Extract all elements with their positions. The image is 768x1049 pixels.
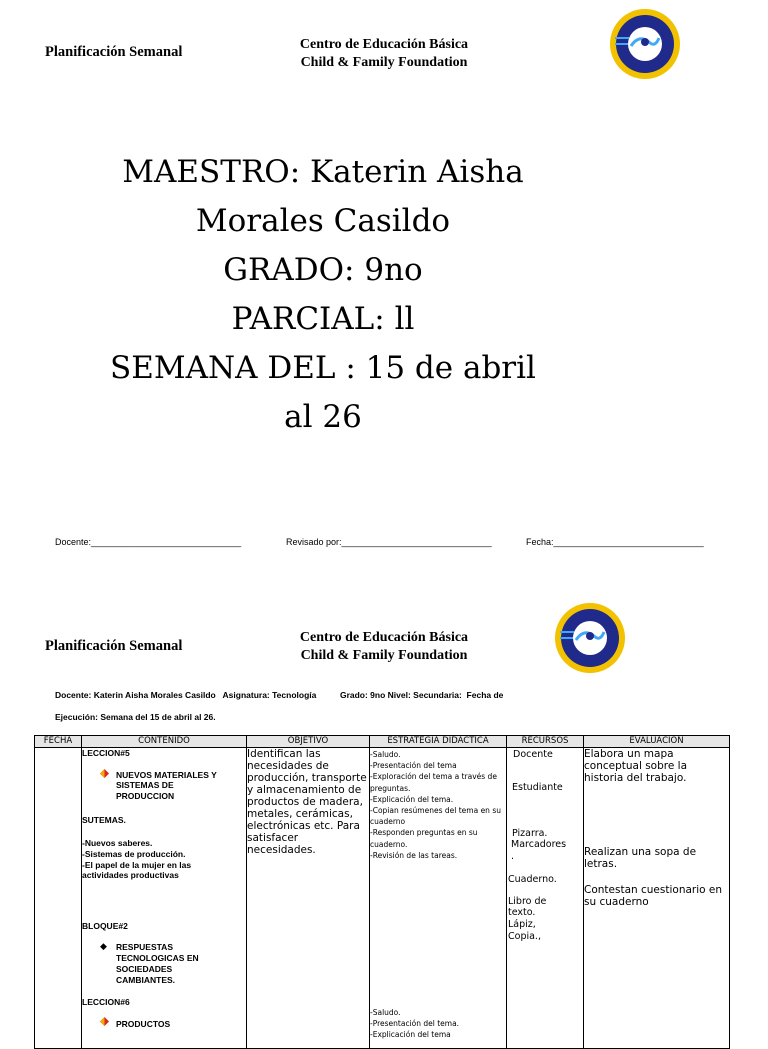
objetivo-text: [247, 748, 367, 856]
title-line: Morales Casildo: [195, 203, 451, 239]
cell-recursos: [507, 748, 584, 1049]
column-header-fecha: FECHA: [35, 736, 82, 748]
signature-revisado: Revisado por:______________________________: [286, 537, 492, 547]
contenido-item: PRODUCCION: [116, 791, 175, 801]
recurso-item: Copia.,: [508, 931, 541, 942]
objetivo-line: satisfacer: [247, 832, 299, 844]
planning-table: [34, 735, 730, 1049]
column-header-objetivo: OBJETIVO: [247, 736, 370, 748]
page2-school-name: Centro de Educación Básica: [299, 630, 469, 645]
diamond-bullet-icon: ◆: [100, 941, 107, 951]
recurso-item: Cuaderno.: [508, 874, 557, 885]
estrategia-line: -Copian resúmenes del tema en su: [370, 806, 501, 816]
column-header-evaluacion: EVALUACION: [584, 736, 730, 748]
bloque-2-label: BLOQUE#2: [82, 921, 128, 931]
title-line: PARCIAL: ll: [231, 301, 415, 337]
estrategia-line: cuaderno.: [370, 839, 408, 849]
recurso-item: Marcadores: [511, 839, 567, 850]
evaluacion-line: Elabora un mapa: [584, 748, 674, 760]
recurso-item: Docente: [513, 749, 553, 760]
contenido-item: RESPUESTAS: [116, 942, 173, 952]
page1-header-center: [264, 36, 504, 72]
objetivo-line: electrónicas etc. Para: [247, 820, 360, 832]
recurso-item: Pizarra.: [512, 828, 548, 839]
contenido-item: SISTEMAS DE: [116, 780, 174, 790]
subtemas-label: SUTEMAS.: [82, 815, 126, 825]
page2-header-left: Planificación Semanal: [45, 638, 183, 654]
title-line: al 26: [284, 399, 362, 435]
table-header-row: [35, 736, 730, 748]
evaluacion-line: letras.: [584, 858, 618, 870]
estrategia-line: -Revisión de las tareas.: [370, 850, 458, 860]
estrategia-line: cuaderno: [370, 817, 406, 827]
recurso-item: texto.: [508, 907, 536, 918]
evaluacion-line: historia del trabajo.: [584, 772, 687, 784]
page1-school-name: Centro de Educación Básica: [299, 37, 469, 52]
title-line: MAESTRO: Katerin Aisha: [122, 154, 524, 190]
signature-docente: Docente:______________________________: [55, 537, 242, 547]
page2-header-center: [264, 629, 504, 665]
cell-contenido: [82, 748, 247, 1049]
recurso-item: Lápiz,: [508, 919, 536, 930]
school-logo: [609, 8, 681, 80]
bullet-icon: [100, 769, 109, 778]
signature-fecha: Fecha:______________________________: [526, 537, 704, 547]
recurso-item: Libro de: [508, 896, 547, 907]
column-header-recursos: RECURSOS: [507, 736, 584, 748]
planning-info-line2: Ejecución: Semana del 15 de abril al 26.: [55, 712, 216, 722]
evaluacion-item-3: [584, 884, 722, 908]
objetivo-line: necesidades.: [247, 844, 316, 856]
contenido-item: SOCIEDADES: [116, 964, 173, 974]
page1-foundation-name: Child & Family Foundation: [300, 55, 468, 70]
page1-header-left: Planificación Semanal: [45, 44, 183, 60]
column-header-contenido: CONTENIDO: [82, 736, 247, 748]
planning-info-line1: Docente: Katerin Aisha Morales Casildo Asignatura: Tecnología Grado: 9no Nivel: Secundaria: Fecha de: [55, 690, 504, 700]
estrategia-line: -Responden preguntas en su: [370, 828, 478, 838]
title-line: SEMANA DEL : 15 de abril: [110, 350, 536, 386]
objetivo-line: producción, transporte: [247, 772, 367, 784]
estrategia-line: -Explicación del tema.: [370, 794, 454, 804]
contenido-item: -Sistemas de producción.: [82, 849, 186, 859]
contenido-item: TECNOLOGICAS EN: [116, 953, 199, 963]
contenido-item: PRODUCTOS: [116, 1019, 171, 1029]
cell-evaluacion: [584, 748, 730, 1049]
evaluacion-line: conceptual sobre la: [584, 760, 688, 772]
estrategia-line: -Saludo.: [370, 1008, 401, 1017]
leccion-5-label: LECCION#5: [82, 748, 130, 758]
cell-estrategia: [370, 748, 507, 1049]
objetivo-line: necesidades de: [247, 760, 329, 772]
table-row: [35, 748, 730, 1049]
cell-objetivo: [247, 748, 370, 1049]
estrategia-line: -Presentación del tema.: [370, 1019, 460, 1029]
contenido-item: -Nuevos saberes.: [82, 838, 153, 848]
column-header-estrategia: ESTRATEGIA DIDACTICA: [370, 736, 507, 748]
cell-fecha: [35, 748, 82, 1049]
recurso-item: .: [511, 851, 515, 862]
school-logo: [554, 602, 626, 674]
objetivo-line: y almacenamiento de: [247, 784, 362, 796]
teacher-title-block: [73, 148, 573, 442]
estrategia-line: -Explicación del tema: [370, 1030, 451, 1040]
page2-foundation-name: Child & Family Foundation: [300, 648, 468, 663]
objetivo-line: Identifican las: [247, 748, 321, 760]
bullet-icon: [100, 1017, 109, 1026]
evaluacion-item-2: [584, 846, 696, 870]
evaluacion-line: Realizan una sopa de: [584, 846, 697, 858]
title-line: GRADO: 9no: [223, 252, 423, 288]
contenido-item: actividades productivas: [82, 870, 179, 880]
contenido-item: NUEVOS MATERIALES Y: [116, 770, 217, 780]
evaluacion-item-1: [584, 748, 687, 784]
estrategia-line: -Exploración del tema a través de: [370, 772, 497, 782]
evaluacion-line: su cuaderno: [584, 896, 649, 908]
recurso-item: Estudiante: [512, 782, 563, 793]
estrategia-line: -Saludo.: [370, 750, 401, 759]
objetivo-line: productos de madera,: [247, 796, 363, 808]
estrategia-line: preguntas.: [370, 783, 411, 793]
objetivo-line: metales, cerámicas,: [247, 808, 353, 820]
contenido-item: CAMBIANTES.: [116, 975, 176, 985]
evaluacion-line: Contestan cuestionario en: [584, 884, 723, 896]
contenido-item: -El papel de la mujer en las: [82, 860, 192, 870]
estrategia-line: -Presentación del tema: [370, 761, 457, 771]
leccion-6-label: LECCION#6: [82, 997, 130, 1007]
estrategia-text: [370, 749, 501, 861]
